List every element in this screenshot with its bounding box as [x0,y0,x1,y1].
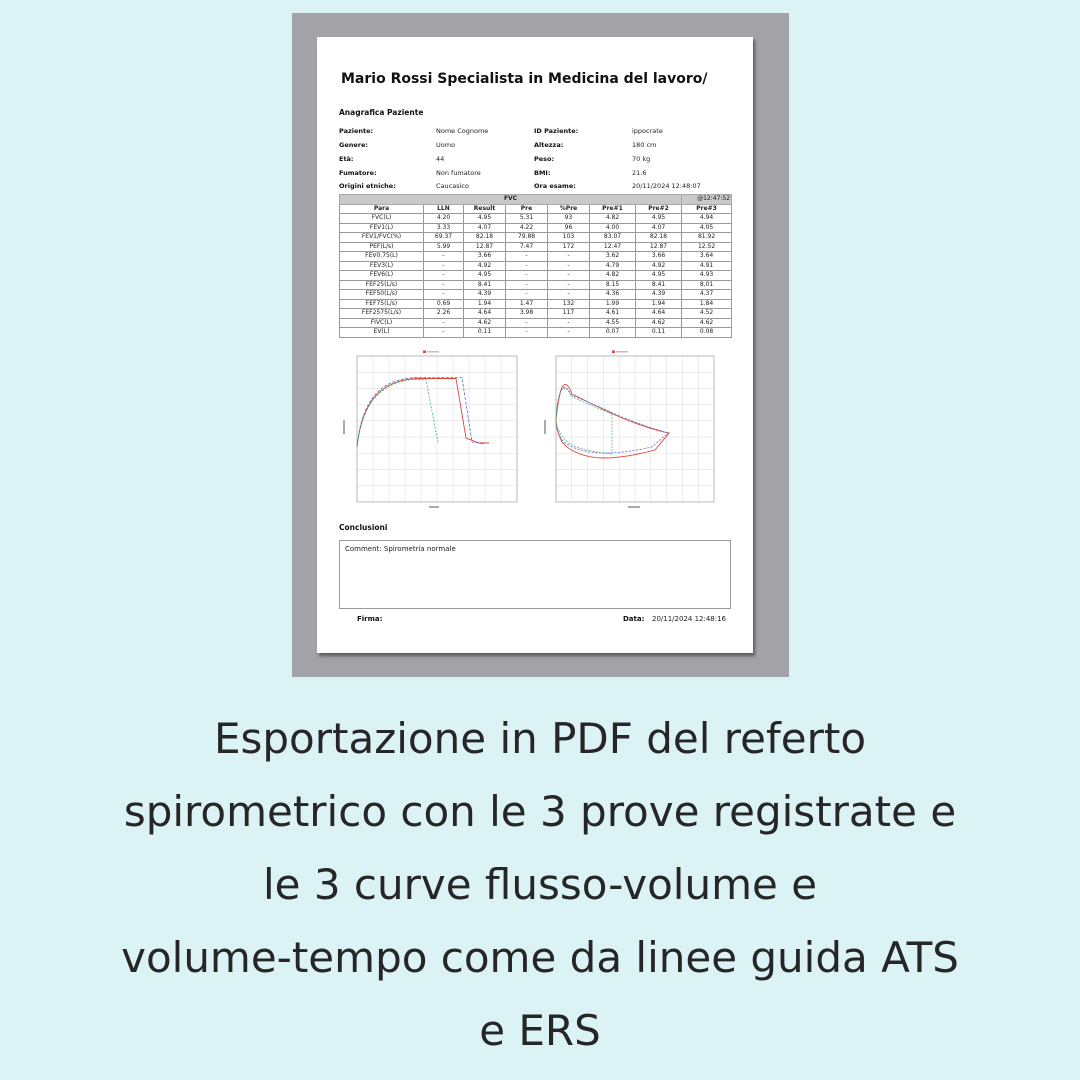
column-header: Pre#1 [590,204,636,214]
exam-time-label: Ora esame: [534,182,576,190]
table-header-row [340,204,732,214]
parameter-cell: FEV0.75(L) [340,252,424,262]
value-cell: - [424,252,464,262]
value-cell: - [424,271,464,281]
value-cell: 82.18 [636,233,682,243]
table-row [340,309,732,319]
value-cell: 1.94 [464,299,506,309]
patient-name-value: Nome Cognome [436,127,489,135]
weight-label: Peso: [534,155,555,163]
column-header: Pre [506,204,548,214]
value-cell: 1.99 [590,299,636,309]
gender-value: Uomo [436,141,456,149]
legend-label [427,351,439,352]
value-cell: 4.62 [682,318,732,328]
value-cell: 12.87 [464,242,506,252]
value-cell: 5.99 [424,242,464,252]
value-cell: 3.98 [506,309,548,319]
value-cell: 132 [548,299,590,309]
value-cell: - [424,261,464,271]
value-cell: 4.36 [590,290,636,300]
value-cell: 4.82 [590,214,636,224]
value-cell: - [548,318,590,328]
value-cell: 103 [548,233,590,243]
date-label: Data: [623,615,645,623]
column-header: LLN [424,204,464,214]
patient-id-value: ippocrate [632,127,663,135]
patient-section-heading: Anagrafica Paziente [339,108,424,117]
table-row [340,252,732,262]
exam-time-value: 20/11/2024 12:48:07 [632,182,701,190]
parameter-cell: FEV3(L) [340,261,424,271]
value-cell: 12.52 [682,242,732,252]
column-header: Result [464,204,506,214]
date-value: 20/11/2024 12:48:16 [652,615,727,623]
value-cell: - [548,271,590,281]
value-cell: - [548,328,590,338]
value-cell: - [506,328,548,338]
report-page [317,37,753,653]
comment-text: Comment: Spirometria normale [345,545,456,553]
value-cell: 4.94 [682,214,732,224]
parameter-cell: FEF2575(L/s) [340,309,424,319]
value-cell: 3.66 [636,252,682,262]
value-cell: 4.79 [590,261,636,271]
section-title: FVC [340,195,682,205]
legend [423,351,439,354]
column-header: Pre#3 [682,204,732,214]
caption-line: volume-tempo come da linee guida ATS [121,933,959,982]
parameter-cell: FIVC(L) [340,318,424,328]
value-cell: 1.84 [682,299,732,309]
x-axis-label [429,506,439,508]
value-cell: 96 [548,223,590,233]
table-row [340,280,732,290]
table-row [340,223,732,233]
value-cell: 4.64 [464,309,506,319]
parameter-cell: FEF50(L/s) [340,290,424,300]
value-cell: 8.41 [464,280,506,290]
caption [0,702,1080,1067]
weight-value: 70 kg [632,155,651,163]
smoker-label: Fumatore: [339,169,377,177]
value-cell: - [506,280,548,290]
value-cell: 4.95 [636,271,682,281]
value-cell: 4.92 [464,261,506,271]
value-cell: - [506,318,548,328]
volume-time-chart [339,350,524,515]
value-cell: 7.47 [506,242,548,252]
bmi-value: 21.6 [632,169,647,177]
value-cell: 1.94 [636,299,682,309]
value-cell: - [548,252,590,262]
value-cell: 2.26 [424,309,464,319]
value-cell: 82.18 [464,233,506,243]
table-row [340,290,732,300]
value-cell: 4.62 [464,318,506,328]
value-cell: - [548,290,590,300]
parameter-cell: FVC(L) [340,214,424,224]
value-cell: 4.91 [682,261,732,271]
table-section-row [340,195,732,205]
value-cell: 0.11 [464,328,506,338]
value-cell: 4.61 [590,309,636,319]
value-cell: 3.66 [464,252,506,262]
value-cell: 4.00 [590,223,636,233]
value-cell: - [548,261,590,271]
value-cell: 4.95 [636,214,682,224]
age-value: 44 [436,155,445,163]
gender-label: Genere: [339,141,368,149]
column-header: %Pre [548,204,590,214]
table-row [340,214,732,224]
patient-id-label: ID Paziente: [534,127,579,135]
y-axis-label [544,420,546,434]
value-cell: 0.69 [424,299,464,309]
parameter-cell: EV(L) [340,328,424,338]
value-cell: 0.07 [590,328,636,338]
value-cell: 4.37 [682,290,732,300]
caption-line: spirometrico con le 3 prove registrate e [123,787,957,836]
flow-volume-chart [542,350,722,515]
value-cell: 4.39 [464,290,506,300]
table-row [340,261,732,271]
parameter-cell: PEF(L/s) [340,242,424,252]
ethnicity-label: Origini etniche: [339,182,396,190]
value-cell: 4.64 [636,309,682,319]
value-cell: 4.07 [464,223,506,233]
table-row [340,318,732,328]
value-cell: - [506,271,548,281]
table-row [340,233,732,243]
caption-line: le 3 curve flusso-volume e [262,860,818,909]
table-row [340,242,732,252]
value-cell: 4.20 [424,214,464,224]
fvc-results-table [339,194,732,338]
value-cell: 4.52 [682,309,732,319]
value-cell: - [424,328,464,338]
parameter-cell: FEV1(L) [340,223,424,233]
value-cell: 8.15 [590,280,636,290]
value-cell: 4.07 [636,223,682,233]
comment-box [339,540,731,609]
value-cell: 12.87 [636,242,682,252]
value-cell: 8.41 [636,280,682,290]
value-cell: 69.37 [424,233,464,243]
value-cell: - [424,318,464,328]
value-cell: 83.07 [590,233,636,243]
value-cell: - [424,280,464,290]
table-row [340,271,732,281]
value-cell: 4.95 [464,214,506,224]
value-cell: - [548,280,590,290]
legend-swatch [423,351,426,354]
section-time: @12:47:52 [682,195,732,205]
parameter-cell: FEF25(L/s) [340,280,424,290]
legend [612,351,628,354]
parameter-cell: FEF75(L/s) [340,299,424,309]
y-axis-label [343,420,345,434]
value-cell: 117 [548,309,590,319]
value-cell: 79.88 [506,233,548,243]
legend-label [616,351,628,352]
value-cell: 5.31 [506,214,548,224]
value-cell: 4.05 [682,223,732,233]
value-cell: 8.01 [682,280,732,290]
value-cell: - [506,290,548,300]
value-cell: 12.47 [590,242,636,252]
value-cell: 4.22 [506,223,548,233]
value-cell: - [506,261,548,271]
table-row [340,299,732,309]
x-axis-label [628,506,640,508]
caption-line: Esportazione in PDF del referto [213,714,867,763]
smoker-value: Non fumatore [436,169,481,177]
value-cell: 4.95 [464,271,506,281]
value-cell: 4.55 [590,318,636,328]
table-row [340,328,732,338]
column-header: Pre#2 [636,204,682,214]
height-value: 180 cm [632,141,657,149]
ethnicity-value: Caucasico [436,182,469,190]
value-cell: 4.93 [682,271,732,281]
legend-swatch [612,351,615,354]
value-cell: 4.62 [636,318,682,328]
value-cell: 81.92 [682,233,732,243]
value-cell: 0.11 [636,328,682,338]
age-label: Età: [339,155,354,163]
patient-name-label: Paziente: [339,127,374,135]
value-cell: 4.92 [636,261,682,271]
value-cell: 4.39 [636,290,682,300]
report-title: Mario Rossi Specialista in Medicina del lavoro/ [341,71,708,87]
value-cell: 172 [548,242,590,252]
parameter-cell: FEV6(L) [340,271,424,281]
value-cell: - [424,290,464,300]
caption-line: e ERS [479,1006,601,1055]
height-label: Altezza: [534,141,564,149]
value-cell: 1.47 [506,299,548,309]
parameter-cell: FEV1/FVC(%) [340,233,424,243]
value-cell: 3.33 [424,223,464,233]
value-cell: 93 [548,214,590,224]
value-cell: - [506,252,548,262]
column-header: Para [340,204,424,214]
value-cell: 0.08 [682,328,732,338]
value-cell: 4.82 [590,271,636,281]
signature-label: Firma: [357,615,383,623]
trial-1-curve [357,378,484,447]
value-cell: 3.64 [682,252,732,262]
value-cell: 3.62 [590,252,636,262]
conclusions-heading: Conclusioni [339,523,388,532]
bmi-label: BMI: [534,169,551,177]
chart-grid [556,356,714,502]
